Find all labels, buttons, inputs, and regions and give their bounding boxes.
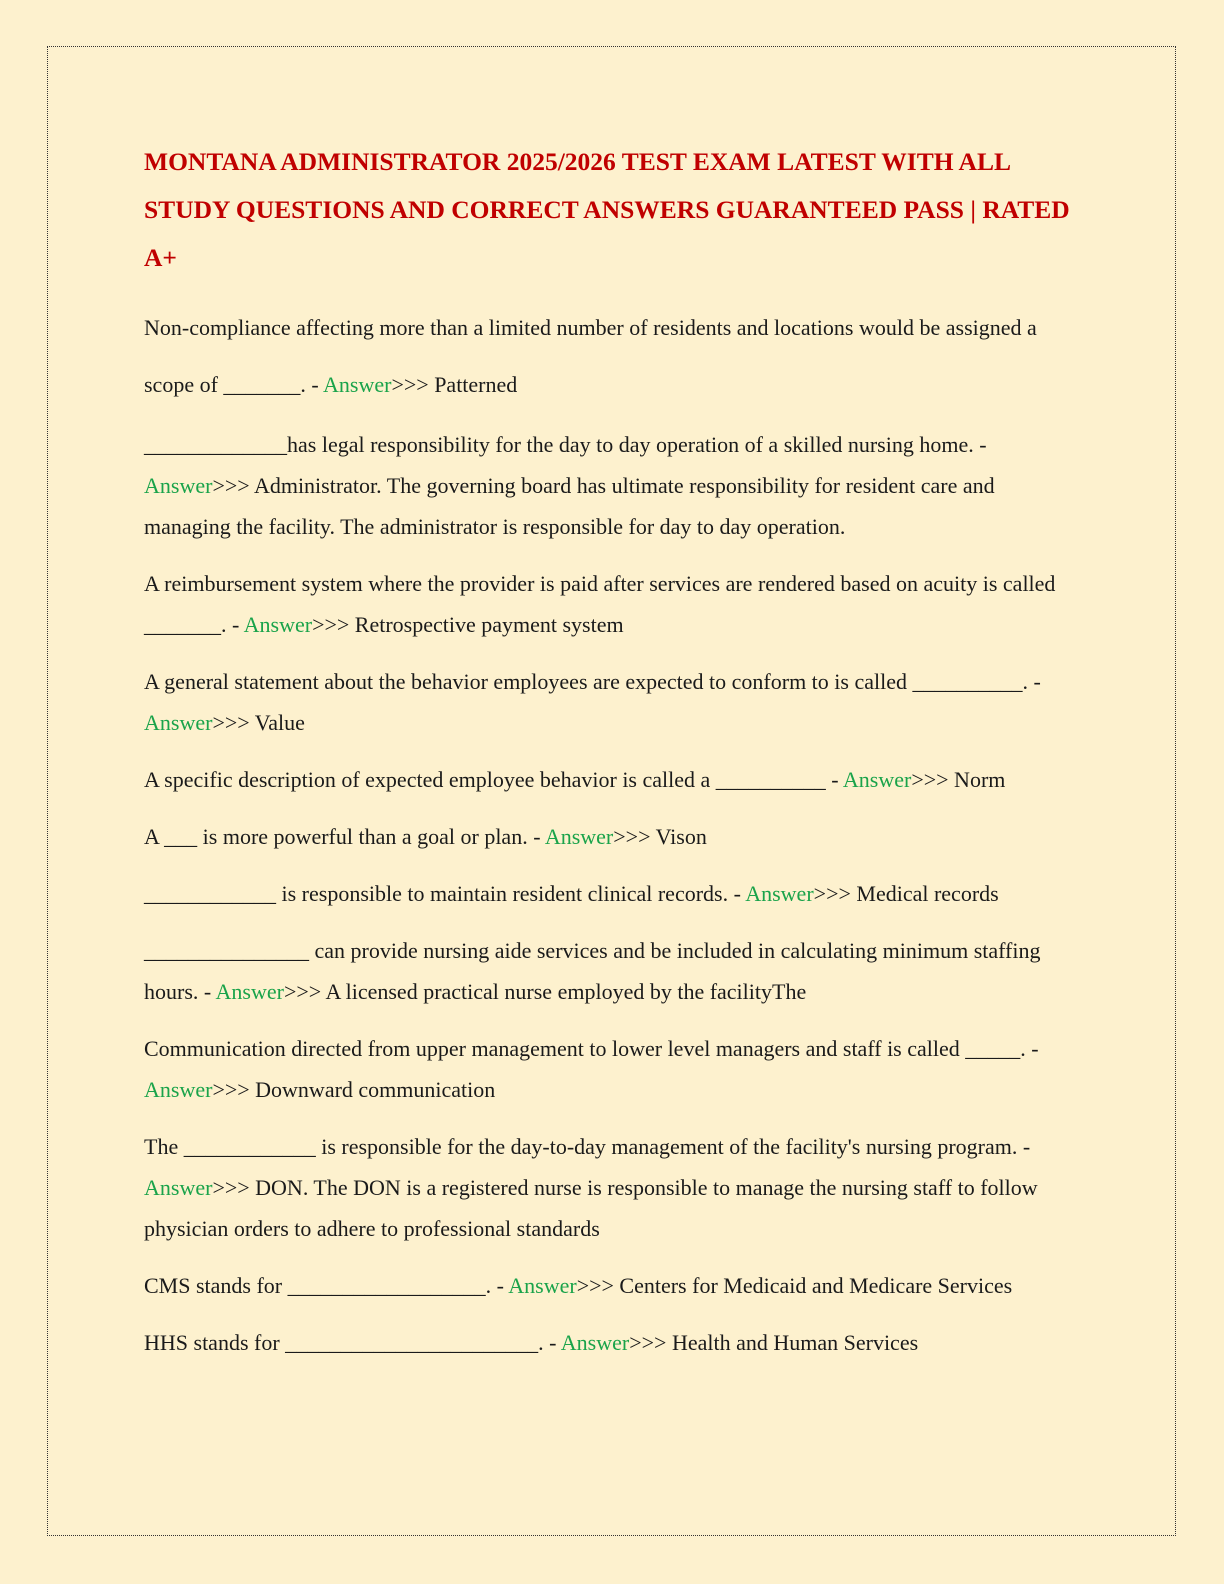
answer-label: Answer [144,1077,213,1102]
answer-label: Answer [144,710,213,735]
answer-label: Answer [508,1273,577,1298]
question-text: A specific description of expected employee behavior is called a __________ - [144,767,843,792]
answer-label: Answer [215,979,284,1004]
answer-label: Answer [560,1330,630,1355]
qa-item-12 [144,1322,1084,1363]
qa-item-7 [144,873,1084,914]
answer-label: Answer [544,824,614,849]
qa-item-6 [144,816,1084,857]
question-text: ____________ is responsible to maintain resident clinical records. - [144,881,746,906]
answer-label: Answer [243,612,313,637]
answer-text: >>> Retrospective payment system [312,612,624,637]
qa-item-3 [144,563,1084,645]
answer-text: >>> Health and Human Services [629,1330,919,1355]
qa-item-1 [144,299,1084,413]
qa-item-9 [144,1028,1084,1110]
question-text: Non-compliance affecting more than a limited number of residents and locations would be assigned a scope of _______. - [144,315,1037,397]
answer-text: >>> Patterned [391,372,518,397]
answer-label: Answer [842,767,912,792]
document-title: MONTANA ADMINISTRATOR 2025/2026 TEST EXAM LATEST WITH ALL STUDY QUESTIONS AND CORRECT ANSWERS GUARANTEED PASS | RATED A+ [144,147,1070,272]
answer-label: Answer [323,372,392,397]
answer-text: >>> Norm [911,767,1006,792]
answer-text: >>> Administrator. The governing board has ultimate responsibility for resident care and managing the facility. The administrator is responsible for day to day operation. [144,473,995,539]
qa-item-4 [144,661,1084,743]
question-text: Communication directed from upper management to lower level managers and staff is called _____. - [144,1036,1039,1061]
question-text: A general statement about the behavior employees are expected to conform to is called __________. - [144,669,1041,694]
answer-text: >>> Centers for Medicaid and Medicare Services [576,1273,1013,1298]
qa-item-10 [144,1126,1084,1249]
answer-text: >>> Value [212,710,305,735]
question-text: CMS stands for __________________. - [144,1273,509,1298]
answer-text: >>> DON. The DON is a registered nurse is responsible to manage the nursing staff to follow physician orders to adhere to professional standards [144,1175,1038,1241]
answer-text: >>> Medical records [813,881,999,906]
qa-item-2 [144,424,1084,547]
answer-label: Answer [144,473,213,498]
question-text: A reimbursement system where the provider is paid after services are rendered based on acuity is called _______. - [144,571,1056,637]
document-body [144,138,1084,1379]
qa-item-11 [144,1265,1084,1306]
answer-text: >>> Downward communication [212,1077,496,1102]
question-text: _______________ can provide nursing aide services and be included in calculating minimum staffing hours. - [144,938,1041,1004]
answer-text: >>> A licensed practical nurse employed by the facilityThe [283,979,807,1004]
question-text: The ____________ is responsible for the day-to-day management of the facility's nursing program. - [144,1134,1031,1159]
question-text: HHS stands for _______________________. - [144,1330,561,1355]
qa-item-5 [144,759,1084,800]
qa-item-8 [144,930,1084,1012]
question-text: A ___ is more powerful than a goal or plan. - [144,824,545,849]
answer-label: Answer [144,1175,213,1200]
answer-text: >>> Vison [613,824,707,849]
question-text: _____________has legal responsibility for the day to day operation of a skilled nursing home. - [144,432,987,457]
answer-label: Answer [745,881,814,906]
